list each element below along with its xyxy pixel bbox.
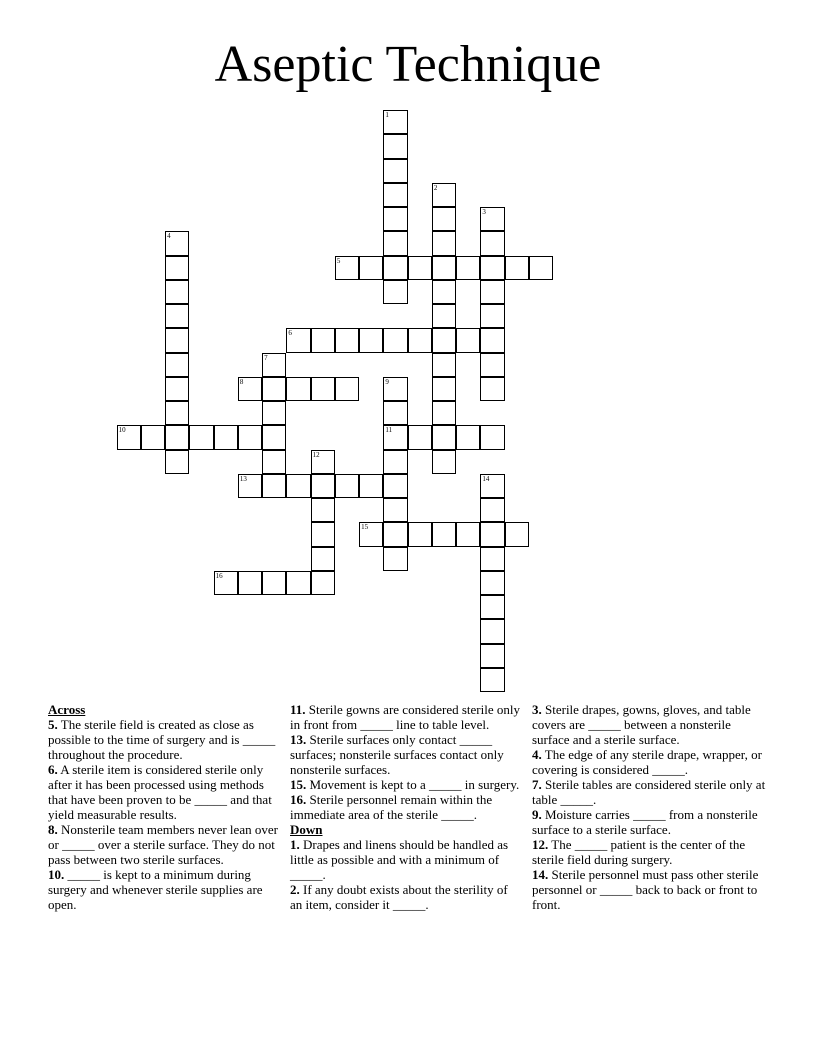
grid-cell[interactable] [432,256,456,280]
cell-number: 14 [482,474,490,483]
grid-cell[interactable] [432,353,456,377]
clue-down-2: 2. If any doubt exists about the sterility of an item, consider it _____. [290,882,508,912]
cell-number: 15 [361,523,369,532]
grid-cell[interactable] [165,256,189,280]
grid-cell[interactable] [432,231,456,255]
grid-cell[interactable] [529,256,553,280]
grid-cell[interactable] [383,134,407,158]
grid-cell[interactable] [311,522,335,546]
grid-cell[interactable] [286,474,310,498]
grid-cell[interactable] [189,425,213,449]
grid-cell[interactable] [311,571,335,595]
grid-cell[interactable] [383,183,407,207]
grid-cell[interactable] [480,595,504,619]
clues-column-3 [532,702,768,912]
grid-cell[interactable] [432,207,456,231]
grid-cell[interactable] [165,304,189,328]
grid-cell[interactable] [383,401,407,425]
grid-cell[interactable] [456,256,480,280]
grid-cell[interactable] [335,256,359,280]
grid-cell[interactable] [432,522,456,546]
grid-cell[interactable] [262,450,286,474]
grid-cell[interactable] [480,280,504,304]
cell-number: 7 [264,353,268,362]
grid-cell[interactable] [408,328,432,352]
grid-cell[interactable] [383,450,407,474]
clue-across-6: 6. A sterile item is considered sterile only after it has been processed using methods that have been proven to be _____ and that yield measurable results. [48,762,272,822]
grid-cell[interactable] [432,328,456,352]
grid-cell[interactable] [262,474,286,498]
grid-cell[interactable] [165,377,189,401]
grid-cell[interactable] [238,425,262,449]
grid-cell[interactable] [480,328,504,352]
grid-cell[interactable] [383,280,407,304]
grid-cell[interactable] [383,159,407,183]
grid-cell[interactable] [286,377,310,401]
grid-cell[interactable] [383,474,407,498]
grid-cell[interactable] [480,231,504,255]
clue-across-11: 11. Sterile gowns are considered sterile only in front from _____ line to table level. [290,702,520,732]
grid-cell[interactable] [383,522,407,546]
grid-cell[interactable] [165,328,189,352]
grid-cell[interactable] [238,571,262,595]
grid-cell[interactable] [383,231,407,255]
grid-cell[interactable] [286,328,310,352]
cell-number: 2 [433,183,438,192]
grid-cell[interactable] [383,425,407,449]
grid-cell[interactable] [505,522,529,546]
clue-down-7: 7. Sterile tables are considered sterile only at table _____. [532,777,766,807]
cell-number: 13 [239,474,247,483]
grid-cell[interactable] [480,571,504,595]
grid-cell[interactable] [311,498,335,522]
grid-cell[interactable] [238,474,262,498]
clue-across-10: 10. _____ is kept to a minimum during surgery and whenever sterile supplies are open. [48,867,263,912]
clue-across-15: 15. Movement is kept to a _____ in surgery. [290,777,520,792]
clue-across-5: 5. The sterile field is created as close as possible to the time of surgery and is _____ throughout the procedure. [48,717,276,762]
grid-cell[interactable] [141,425,165,449]
cell-number: 10 [118,426,126,435]
clue-down-1: 1. Drapes and linens should be handled as little as possible and with a minimum of _____. [290,837,509,882]
grid-cell[interactable] [335,328,359,352]
clue-down-14: 14. Sterile personnel must pass other sterile personnel or _____ back to back or front to front. [532,867,759,912]
cell-number: 3 [482,208,486,216]
grid-cell[interactable] [311,474,335,498]
grid-cell[interactable] [165,450,189,474]
grid-cell[interactable] [335,377,359,401]
grid-cell[interactable] [383,377,407,401]
grid-cell[interactable] [335,474,359,498]
cell-number: 12 [312,450,320,459]
grid-cell[interactable] [480,474,504,498]
grid-cell[interactable] [311,450,335,474]
grid-cell[interactable] [408,522,432,546]
grid-cell[interactable] [456,328,480,352]
grid-cell[interactable] [214,425,238,449]
grid-cell[interactable] [480,377,504,401]
cell-number: 6 [288,329,292,338]
grid-cell[interactable] [383,256,407,280]
cell-number: 9 [385,377,389,386]
grid-cell[interactable] [383,547,407,571]
cell-number: 1 [385,111,389,119]
grid-cell[interactable] [480,304,504,328]
grid-cell[interactable] [165,425,189,449]
grid-cell[interactable] [480,619,504,643]
grid-cell[interactable] [165,353,189,377]
clues-column-2 [290,702,522,912]
clue-across-16: 16. Sterile personnel remain within the immediate area of the sterile _____. [290,792,493,822]
cell-number: 5 [336,256,341,265]
grid-cell[interactable] [262,401,286,425]
grid-cell[interactable] [480,522,504,546]
clue-down-9: 9. Moisture carries _____ from a nonsterile surface to a sterile surface. [532,807,758,837]
grid-cell[interactable] [480,547,504,571]
grid-cell[interactable] [432,280,456,304]
grid-cell[interactable] [505,256,529,280]
grid-cell[interactable] [238,377,262,401]
grid-cell[interactable] [214,571,238,595]
grid-cell[interactable] [432,450,456,474]
grid-cell[interactable] [480,498,504,522]
grid-cell[interactable] [311,328,335,352]
grid-cell[interactable] [456,425,480,449]
clue-across-13: 13. Sterile surfaces only contact _____ surfaces; nonsterile surfaces contact only nonsterile surfaces. [290,732,504,777]
grid-cell[interactable] [432,377,456,401]
grid-cell[interactable] [480,668,504,692]
across-heading: Across [48,702,86,717]
grid-cell[interactable] [456,522,480,546]
cell-number: 8 [239,377,244,386]
grid-cell[interactable] [165,280,189,304]
grid-cell[interactable] [359,256,383,280]
grid-cell[interactable] [383,498,407,522]
grid-cell[interactable] [432,425,456,449]
grid-cell[interactable] [117,425,141,449]
puzzle-title: Aseptic Technique [214,36,602,93]
grid-cell[interactable] [432,304,456,328]
grid-cell[interactable] [359,328,383,352]
cell-number: 11 [385,426,393,435]
clue-across-8: 8. Nonsterile team members never lean over or _____ over a sterile surface. They do not pass between two sterile surfaces. [48,822,278,867]
grid-cell[interactable] [359,522,383,546]
grid-cell[interactable] [480,644,504,668]
grid-cell[interactable] [480,425,504,449]
grid-cell[interactable] [311,547,335,571]
grid-cell[interactable] [359,474,383,498]
grid-cell[interactable] [383,110,407,134]
grid-cell[interactable] [408,256,432,280]
grid-cell[interactable] [432,401,456,425]
grid-cell[interactable] [286,571,310,595]
grid-cell[interactable] [383,328,407,352]
grid-cell[interactable] [262,353,286,377]
grid-cell[interactable] [311,377,335,401]
grid-cell[interactable] [262,425,286,449]
clue-down-4: 4. The edge of any sterile drape, wrapper, or covering is considered _____. [532,747,762,777]
grid-cell[interactable] [408,425,432,449]
grid-cell[interactable] [165,401,189,425]
grid-cell[interactable] [262,571,286,595]
down-heading: Down [290,822,323,837]
grid-cell[interactable] [383,207,407,231]
cell-number: 4 [167,232,171,241]
grid-cell[interactable] [480,353,504,377]
grid-cell[interactable] [165,231,189,255]
grid-cell[interactable] [432,183,456,207]
grid-cell[interactable] [262,377,286,401]
grid-cell[interactable] [480,207,504,231]
clue-down-12: 12. The _____ patient is the center of the sterile field during surgery. [532,837,746,867]
clue-down-3: 3. Sterile drapes, gowns, gloves, and table covers are _____ between a nonsterile surface and a sterile surface. [532,702,751,747]
grid-cell[interactable] [480,256,504,280]
cell-number: 16 [215,571,223,580]
clues-column-1 [48,702,280,912]
